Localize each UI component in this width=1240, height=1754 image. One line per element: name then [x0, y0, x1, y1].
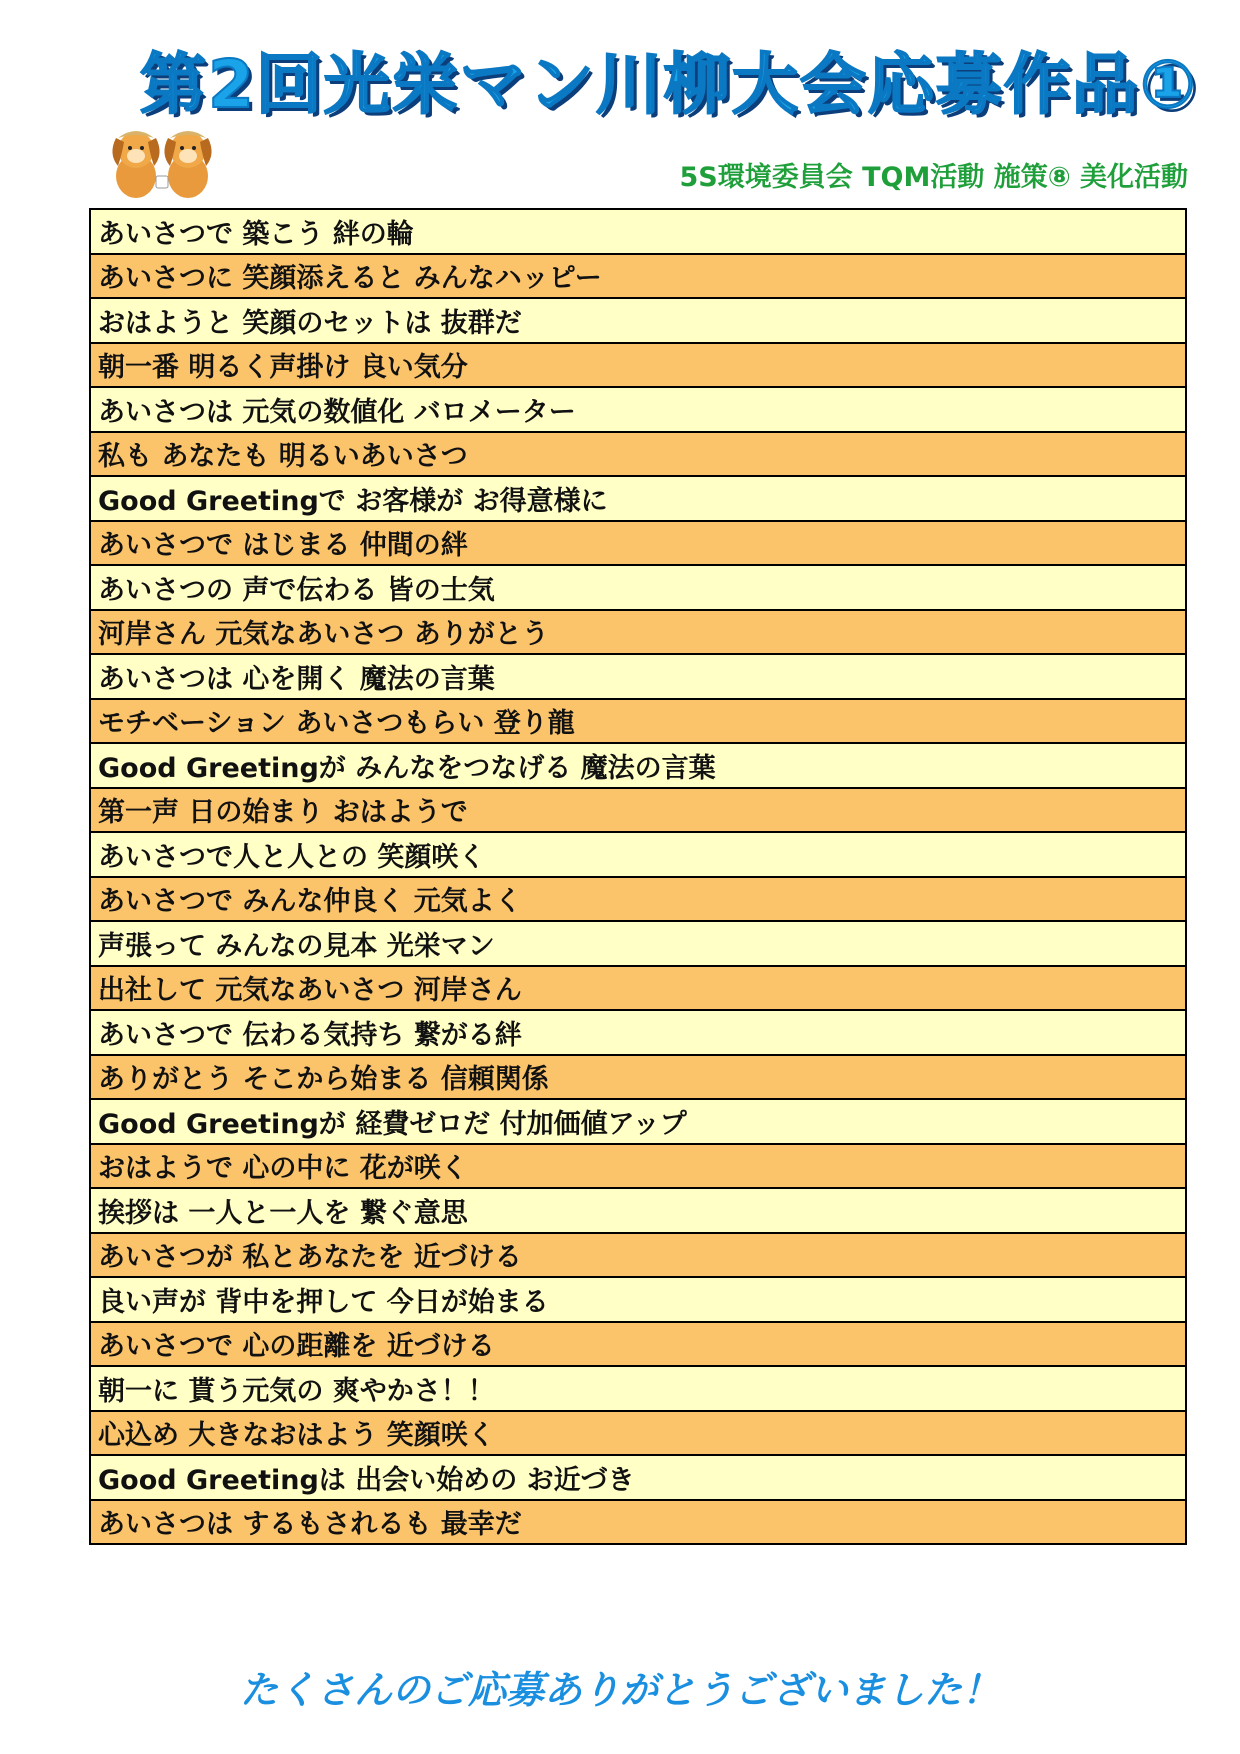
- table-row: [90, 343, 1186, 388]
- senryu-entry: あいさつで はじまる 仲間の絆: [90, 521, 1186, 566]
- senryu-entry: あいさつは 心を開く 魔法の言葉: [90, 654, 1186, 699]
- table-row: [90, 254, 1186, 299]
- table-row: [90, 1322, 1186, 1367]
- table-row: [90, 432, 1186, 477]
- table-row: [90, 1010, 1186, 1055]
- senryu-entry: おはようで 心の中に 花が咲く: [90, 1144, 1186, 1189]
- table-row: [90, 654, 1186, 699]
- table-row: [90, 966, 1186, 1011]
- table-row: [90, 476, 1186, 521]
- senryu-entry: あいさつは 元気の数値化 バロメーター: [90, 387, 1186, 432]
- senryu-entry: あいさつで 心の距離を 近づける: [90, 1322, 1186, 1367]
- table-row: [90, 921, 1186, 966]
- senryu-entry: あいさつで 築こう 絆の輪: [90, 209, 1186, 254]
- page-title: 第2回光栄マン川柳大会応募作品①: [140, 46, 1198, 123]
- subtitle: 5S環境委員会 TQM活動 施策⑧ 美化活動: [679, 162, 1188, 193]
- table-row: [90, 521, 1186, 566]
- table-row: [90, 832, 1186, 877]
- senryu-entry: 心込め 大きなおはよう 笑顔咲く: [90, 1411, 1186, 1456]
- table-row: [90, 877, 1186, 922]
- senryu-entry: あいさつで みんな仲良く 元気よく: [90, 877, 1186, 922]
- senryu-entry: Good Greetingで お客様が お得意様に: [90, 476, 1186, 521]
- senryu-entry: あいさつは するもされるも 最幸だ: [90, 1500, 1186, 1545]
- table-row: [90, 565, 1186, 610]
- senryu-entry: モチベーション あいさつもらい 登り龍: [90, 699, 1186, 744]
- table-row: [90, 1188, 1186, 1233]
- senryu-entry: Good Greetingが 経費ゼロだ 付加価値アップ: [90, 1099, 1186, 1144]
- senryu-entry: ありがとう そこから始まる 信頼関係: [90, 1055, 1186, 1100]
- table-row: [90, 1500, 1186, 1545]
- table-row: [90, 387, 1186, 432]
- table-row: [90, 1455, 1186, 1500]
- senryu-entry: 河岸さん 元気なあいさつ ありがとう: [90, 610, 1186, 655]
- senryu-entry: 良い声が 背中を押して 今日が始まる: [90, 1277, 1186, 1322]
- senryu-entry: あいさつが 私とあなたを 近づける: [90, 1233, 1186, 1278]
- table-row: [90, 699, 1186, 744]
- senryu-entry: 挨拶は 一人と一人を 繋ぐ意思: [90, 1188, 1186, 1233]
- senryu-entry: あいさつで 伝わる気持ち 繋がる絆: [90, 1010, 1186, 1055]
- table-row: [90, 1144, 1186, 1189]
- table-row: [90, 610, 1186, 655]
- senryu-entry: Good Greetingは 出会い始めの お近づき: [90, 1455, 1186, 1500]
- senryu-entry: 出社して 元気なあいさつ 河岸さん: [90, 966, 1186, 1011]
- senryu-entry: あいさつで人と人との 笑顔咲く: [90, 832, 1186, 877]
- senryu-entry: 朝一に 貰う元気の 爽やかさ！！: [90, 1366, 1186, 1411]
- senryu-entry: 第一声 日の始まり おはようで: [90, 788, 1186, 833]
- senryu-entry: あいさつに 笑顔添えると みんなハッピー: [90, 254, 1186, 299]
- table-row: [90, 298, 1186, 343]
- table-row: [90, 1277, 1186, 1322]
- senryu-list: [89, 208, 1187, 1545]
- table-row: [90, 743, 1186, 788]
- table-row: [90, 1233, 1186, 1278]
- table-row: [90, 1099, 1186, 1144]
- senryu-entry: Good Greetingが みんなをつなげる 魔法の言葉: [90, 743, 1186, 788]
- senryu-entry: 声張って みんなの見本 光栄マン: [90, 921, 1186, 966]
- table-row: [90, 1366, 1186, 1411]
- senryu-entry: おはようと 笑顔のセットは 抜群だ: [90, 298, 1186, 343]
- senryu-entry: あいさつの 声で伝わる 皆の士気: [90, 565, 1186, 610]
- table-row: [90, 1411, 1186, 1456]
- senryu-entry: 私も あなたも 明るいあいさつ: [90, 432, 1186, 477]
- two-dog-mascots-icon: [98, 124, 226, 200]
- thank-you-message: たくさんのご応募ありがとうございました！: [239, 1668, 1000, 1712]
- table-row: [90, 209, 1186, 254]
- table-row: [90, 788, 1186, 833]
- senryu-entry: 朝一番 明るく声掛け 良い気分: [90, 343, 1186, 388]
- table-row: [90, 1055, 1186, 1100]
